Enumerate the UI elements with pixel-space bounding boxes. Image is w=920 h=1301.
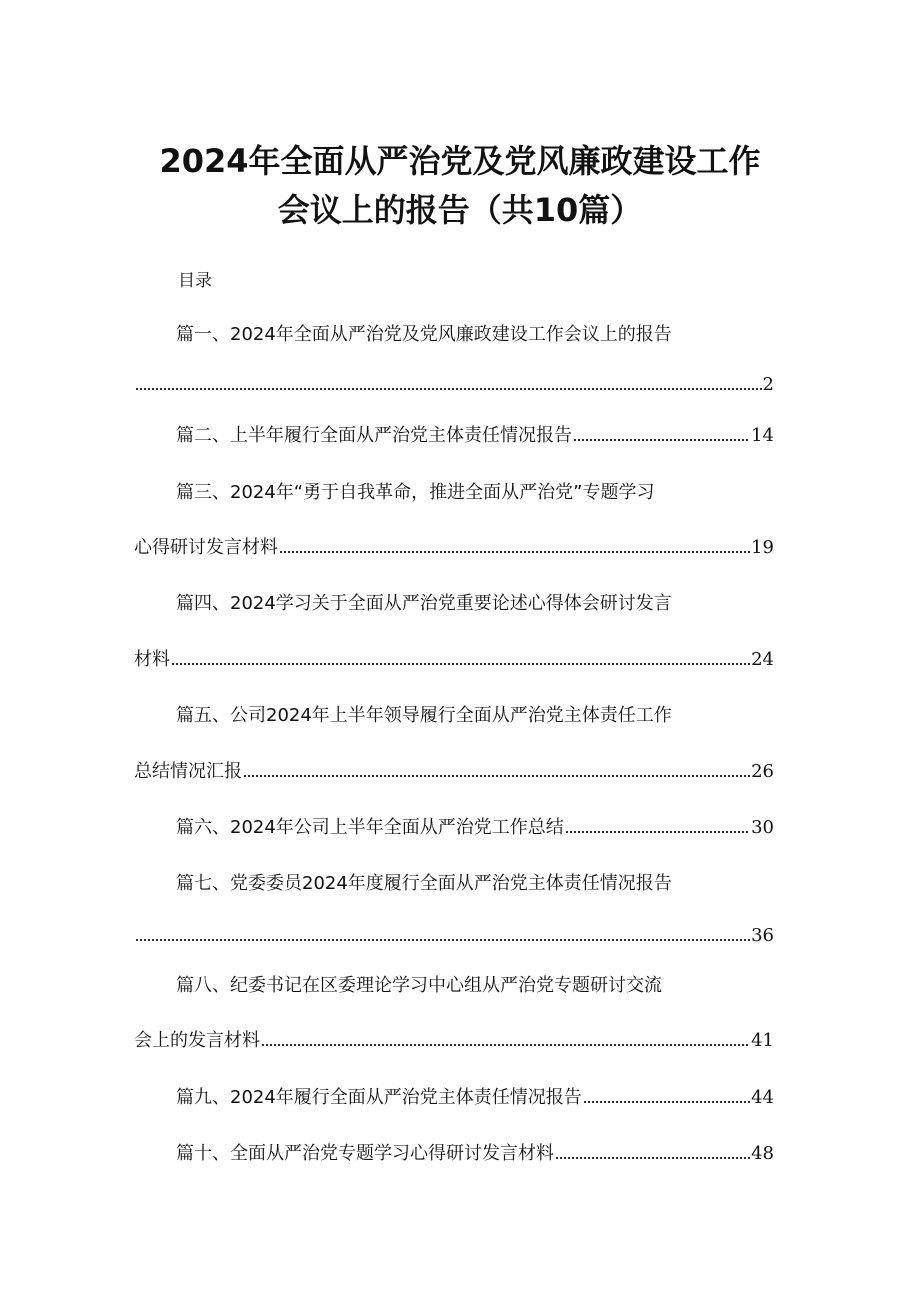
toc-entry-8-line-2[interactable] bbox=[134, 1029, 774, 1053]
toc-entry-4-line-2[interactable] bbox=[134, 648, 774, 672]
toc-entry-9-title: 篇九、2024年履行全面从严治党主体责任情况报告 bbox=[176, 1087, 582, 1108]
toc-entry-4-title: 篇四、2024学习关于全面从严治党重要论述心得体会研讨发言 bbox=[176, 593, 672, 614]
toc-entry-4-page: 24 bbox=[751, 649, 774, 670]
toc-entry-1-line-1[interactable] bbox=[176, 323, 672, 347]
toc-entry-5-line-1[interactable] bbox=[176, 704, 672, 728]
dot-leader bbox=[171, 662, 750, 666]
toc-entry-3-title-cont: 心得研讨发言材料 bbox=[134, 537, 278, 558]
toc-entry-2-page: 14 bbox=[751, 425, 774, 446]
toc-entry-3-page: 19 bbox=[751, 537, 774, 558]
document-title-line-2: 会议上的报告（共10篇） bbox=[277, 191, 643, 229]
dot-leader bbox=[573, 438, 750, 442]
toc-entry-3-line-2[interactable] bbox=[134, 536, 774, 560]
toc-entry-1-page: 2 bbox=[762, 374, 774, 395]
toc-entry-2-title: 篇二、上半年履行全面从严治党主体责任情况报告 bbox=[176, 425, 572, 446]
toc-entry-7-line-1[interactable] bbox=[176, 872, 672, 896]
toc-entry-3-title: 篇三、2024年“勇于自我革命，推进全面从严治党”专题学习 bbox=[176, 482, 655, 503]
toc-entry-9-page: 44 bbox=[751, 1087, 774, 1108]
toc-entry-7-title: 篇七、党委委员2024年度履行全面从严治党主体责任情况报告 bbox=[176, 873, 672, 894]
toc-entry-6-page: 30 bbox=[751, 817, 774, 838]
toc-entry-9[interactable] bbox=[176, 1086, 774, 1110]
toc-entry-4-title-cont: 材料 bbox=[134, 649, 170, 670]
toc-label: 目录 bbox=[178, 271, 212, 291]
toc-entry-1-title: 篇一、2024年全面从严治党及党风廉政建设工作会议上的报告 bbox=[176, 324, 672, 345]
toc-entry-3-line-1[interactable] bbox=[176, 481, 654, 505]
toc-entry-5-line-2[interactable] bbox=[134, 760, 774, 784]
dot-leader bbox=[135, 387, 762, 391]
dot-leader bbox=[583, 1100, 750, 1104]
document-title-line-1: 2024年全面从严治党及党风廉政建设工作 bbox=[159, 142, 761, 180]
toc-entry-5-page: 26 bbox=[751, 761, 774, 782]
toc-entry-7-line-2[interactable] bbox=[134, 924, 774, 948]
toc-entry-4-line-1[interactable] bbox=[176, 592, 672, 616]
dot-leader bbox=[279, 550, 750, 554]
dot-leader bbox=[261, 1043, 750, 1047]
toc-entry-8-title: 篇八、纪委书记在区委理论学习中心组从严治党专题研讨交流 bbox=[176, 975, 662, 996]
toc-entry-7-page: 36 bbox=[751, 925, 774, 946]
dot-leader bbox=[565, 830, 750, 834]
toc-entry-10-page: 48 bbox=[751, 1143, 774, 1164]
dot-leader bbox=[243, 774, 750, 778]
toc-entry-2[interactable] bbox=[176, 424, 774, 448]
toc-entry-5-title: 篇五、公司2024年上半年领导履行全面从严治党主体责任工作 bbox=[176, 705, 672, 726]
toc-entry-10-title: 篇十、全面从严治党专题学习心得研讨发言材料 bbox=[176, 1143, 554, 1164]
toc-entry-10[interactable] bbox=[176, 1142, 774, 1166]
toc-entry-8-page: 41 bbox=[751, 1030, 774, 1051]
dot-leader bbox=[555, 1156, 750, 1160]
toc-entry-8-title-cont: 会上的发言材料 bbox=[134, 1030, 260, 1051]
toc-entry-8-line-1[interactable] bbox=[176, 974, 662, 998]
toc-entry-6-title: 篇六、2024年公司上半年全面从严治党工作总结 bbox=[176, 817, 564, 838]
toc-entry-6[interactable] bbox=[176, 816, 774, 840]
toc-entry-1-line-2[interactable] bbox=[134, 373, 774, 397]
toc-entry-5-title-cont: 总结情况汇报 bbox=[134, 761, 242, 782]
dot-leader bbox=[135, 938, 750, 942]
